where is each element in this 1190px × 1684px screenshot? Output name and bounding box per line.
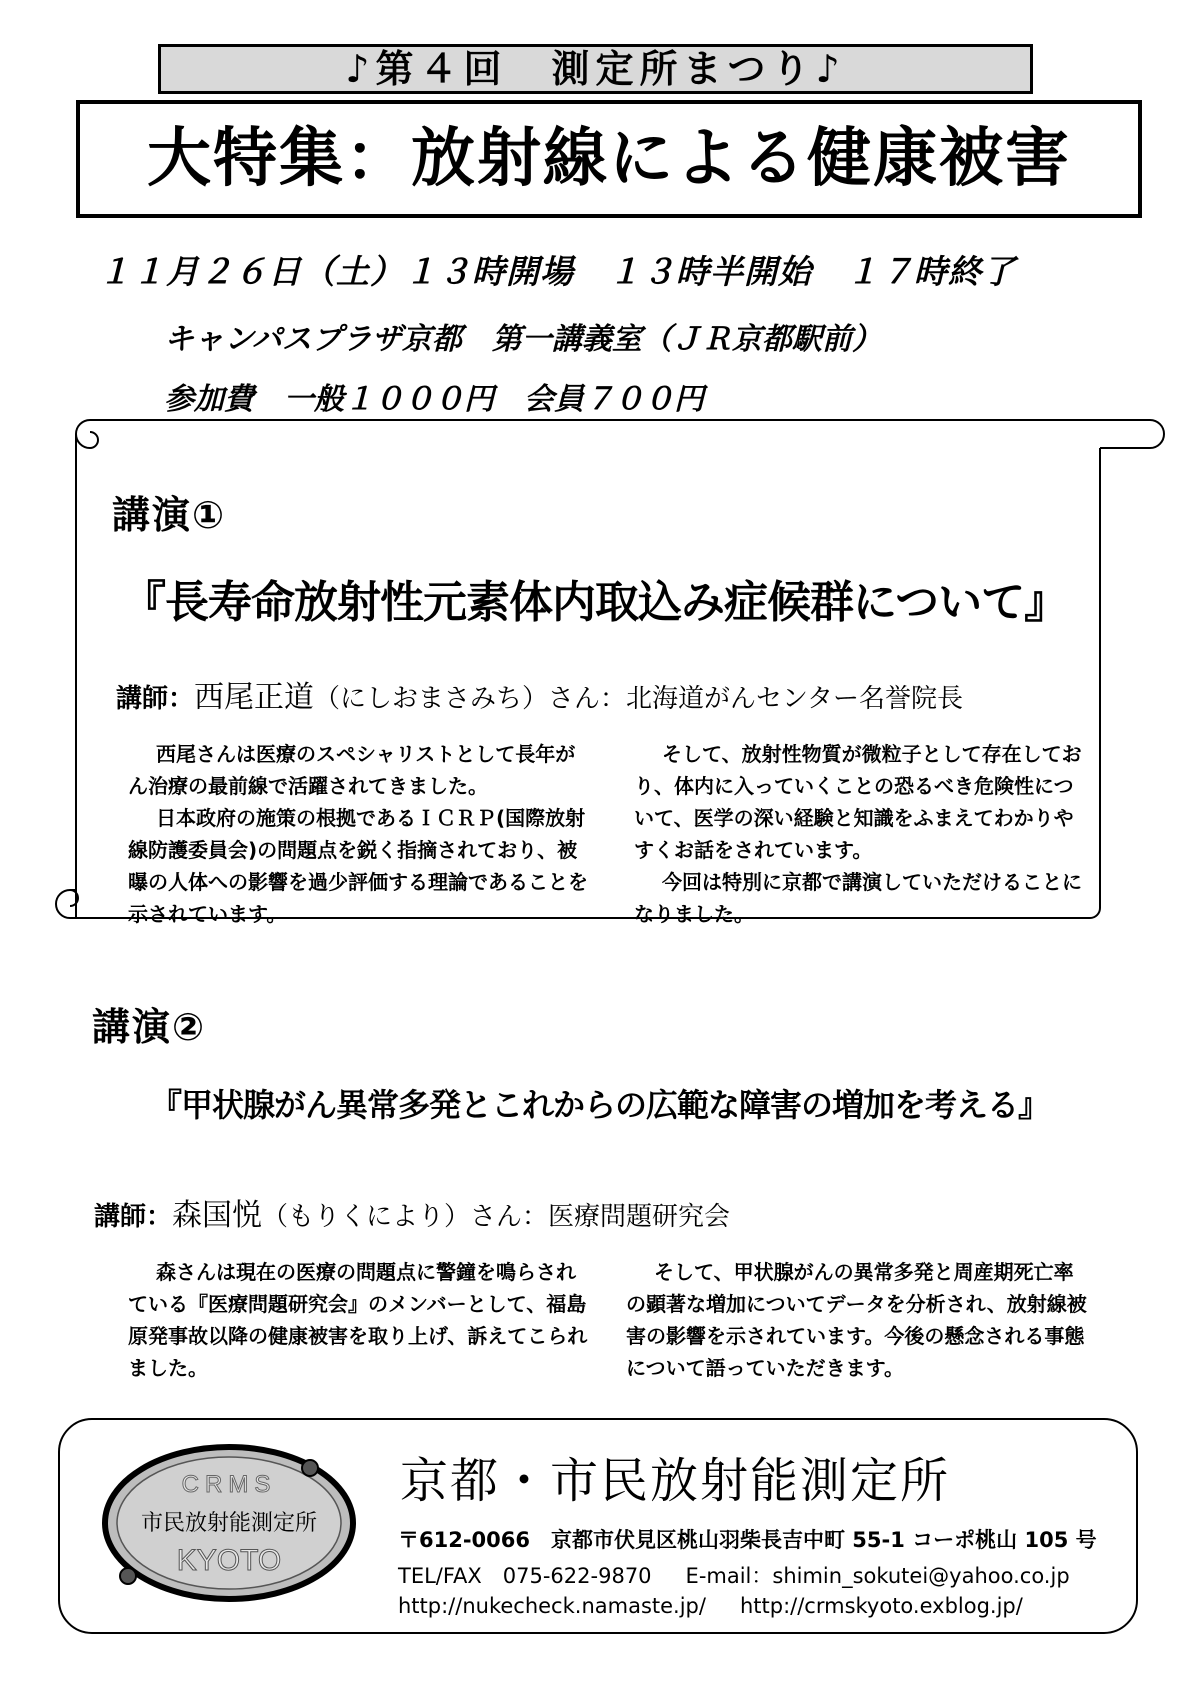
paragraph: 西尾さんは医療のスペシャリストとして長年がん治療の最前線で活躍されてきました。 (128, 742, 576, 798)
speaker-label: 講師： (116, 684, 195, 714)
event-fee: 参加費 一般１０００円 会員７００円 (164, 382, 704, 417)
lecture2-speaker (94, 1190, 730, 1234)
speaker-details: （もりくにより）さん：医療問題研究会 (262, 1202, 731, 1232)
lecture1-heading: 講演① (112, 493, 227, 537)
lecture2-description-right (626, 1256, 1088, 1384)
logo-text-middle: 市民放射能測定所 (140, 1511, 318, 1536)
lecture2-description-left (128, 1256, 590, 1384)
speaker-name: 森国悦 (172, 1198, 263, 1233)
lecture2-title: 『甲状腺がん異常多発とこれからの広範な障害の増加を考える』 (150, 1086, 1050, 1124)
website-link-1[interactable]: http://nukecheck.namaste.jp/ (398, 1594, 706, 1618)
website-link-2[interactable]: http://crmskyoto.exblog.jp/ (739, 1594, 1023, 1618)
lecture1-description-right (634, 738, 1089, 930)
paragraph: 日本政府の施策の根拠であるＩＣＲＰ(国際放射線防護委員会)の問題点を鋭く指摘されており、被曝の人体への影響を過少評価する理論であることを示されています。 (128, 806, 588, 926)
email-address[interactable]: E-mail：shimin_sokutei@yahoo.co.jp (685, 1564, 1070, 1588)
speaker-label: 講師： (94, 1202, 173, 1232)
lecture1-speaker (116, 672, 963, 716)
website-links (398, 1594, 1023, 1618)
event-date-time: １１月２６日（土）１３時開場 １３時半開始 １７時終了 (98, 252, 1016, 291)
paragraph: 今回は特別に京都で講演していただけることになりました。 (634, 870, 1082, 926)
lecture1-description-left (128, 738, 590, 930)
tel-fax: TEL/FAX 075-622-9870 (398, 1564, 652, 1588)
crms-logo (98, 1442, 360, 1604)
lecture1-title: 『長寿命放射性元素体内取込み症候群について』 (122, 577, 1068, 628)
paragraph: 森さんは現在の医療の問題点に警鐘を鳴らされている『医療問題研究会』のメンバーとして、福島原発事故以降の健康被害を取り上げ、訴えてこられました。 (128, 1260, 588, 1380)
event-venue: キャンパスプラザ京都 第一講義室（ＪＲ京都駅前） (164, 322, 882, 357)
contact-line (398, 1560, 1070, 1590)
organization-address: 〒612-0066 京都市伏見区桃山羽柴長吉中町 55-1 コーポ桃山 105 号 (398, 1528, 1097, 1552)
paragraph: そして、甲状腺がんの異常多発と周産期死亡率の顕著な増加についてデータを分析され、放射線被害の影響を示されています。今後の懸念される事態について語っていただきます。 (626, 1260, 1087, 1380)
speaker-details: （にしおまさみち）さん：北海道がんセンター名誉院長 (314, 684, 963, 714)
logo-text-bottom: KYOTO (176, 1544, 282, 1577)
event-banner: ♪第４回 測定所まつり♪ (158, 44, 1033, 94)
lecture2-heading: 講演② (92, 1005, 207, 1049)
paragraph: そして、放射性物質が微粒子として存在しており、体内に入っていくことの恐るべき危険性について、医学の深い経験と知識をふまえてわかりやすくお話をされています。 (634, 742, 1082, 862)
main-title: 大特集：放射線による健康被害 (76, 100, 1142, 218)
organization-name: 京都・市民放射能測定所 (400, 1453, 951, 1509)
logo-text-top: CRMS (181, 1471, 277, 1498)
speaker-name: 西尾正道 (194, 680, 315, 715)
